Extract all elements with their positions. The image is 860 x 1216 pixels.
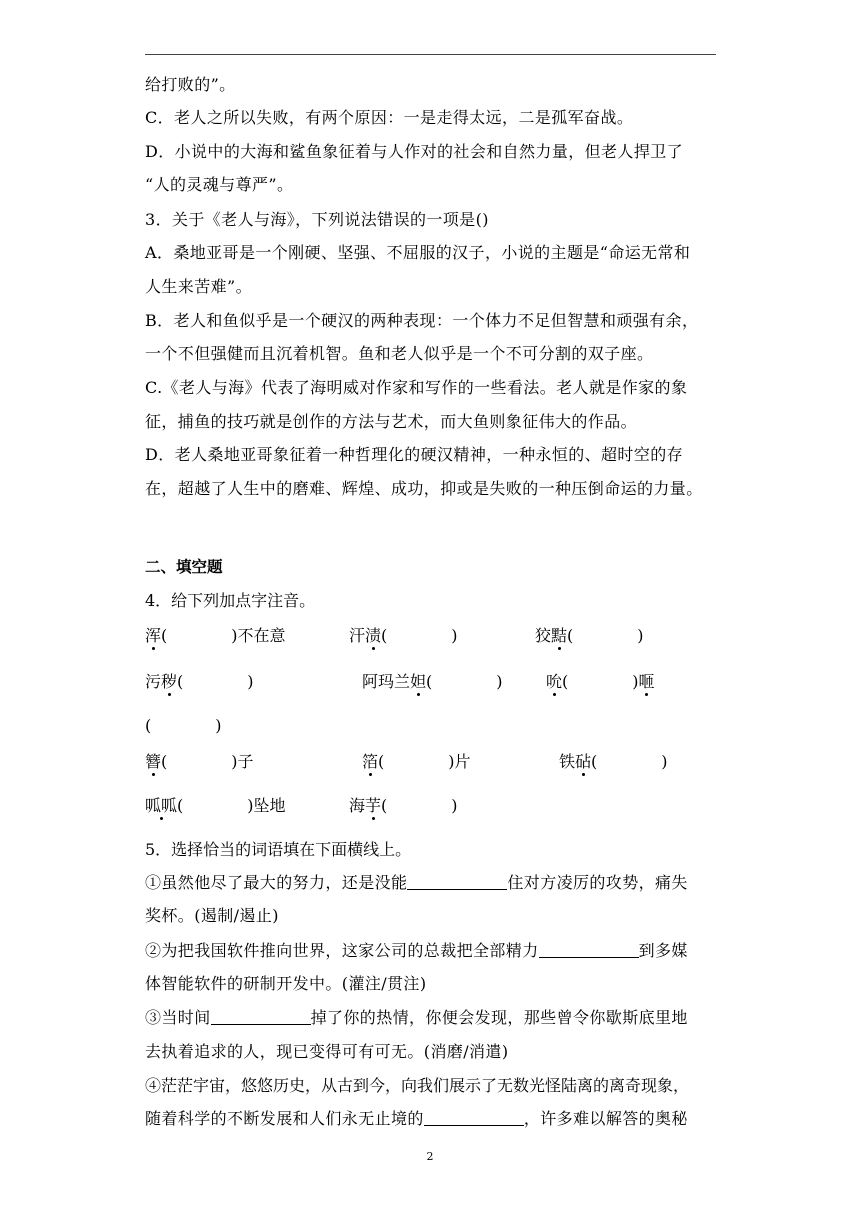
pinyin-item: 污秽( ) <box>145 672 254 691</box>
text-line: 给打败的”。 <box>145 75 236 94</box>
text-line: 征，捕鱼的技巧就是创作的方法与艺术，而大鱼则象征伟大的作品。 <box>145 412 638 431</box>
sentence-2-cont: 体智能软件的研制开发中。(灌注/贯注) <box>145 974 427 993</box>
pinyin-item: 吮( )咂 <box>546 672 655 691</box>
question-3: 3．关于《老人与海》，下列说法错误的一项是() <box>145 210 489 229</box>
answer-blank[interactable] <box>424 1109 524 1126</box>
option-b: B．老人和鱼似乎是一个硬汉的两种表现：一个体力不足但智慧和顽强有余， <box>145 311 699 330</box>
dotted-char: 箔 <box>362 752 379 771</box>
pinyin-item: ( ) <box>145 716 222 735</box>
option-d: D．老人桑地亚哥象征着一种哲理化的硬汉精神，一种永恒的、超时空的存 <box>145 445 684 464</box>
question-4: 4．给下列加点字注音。 <box>145 591 316 610</box>
answer-blank[interactable] <box>539 941 639 958</box>
pinyin-item: 铁砧( ) <box>559 752 668 771</box>
page-number: 2 <box>426 1150 434 1163</box>
sentence-1-cont: 奖杯。(遏制/遏止) <box>145 906 279 925</box>
header-rule <box>145 54 716 55</box>
dotted-char: 吮 <box>546 672 563 691</box>
pinyin-item: 簪( )子 <box>145 752 254 771</box>
option-a: A．桑地亚哥是一个刚硬、坚强、不屈服的汉子，小说的主题是“命运无常和 <box>145 243 691 262</box>
pinyin-item: 呱呱( )坠地 <box>145 796 286 815</box>
pinyin-item: 浑( )不在意 <box>145 626 286 645</box>
pinyin-item: 狡黠( ) <box>535 626 644 645</box>
sentence-4-cont: 随着科学的不断发展和人们永无止境的 ，许多难以解答的奥秘 <box>145 1109 688 1128</box>
dotted-char: 秽 <box>161 672 178 691</box>
dotted-char: 呱呱 <box>145 796 178 815</box>
dotted-char: 黠 <box>551 626 568 645</box>
text-line: “人的灵魂与尊严”。 <box>145 175 294 194</box>
pinyin-item: 海芋( ) <box>349 796 458 815</box>
dotted-char: 簪 <box>145 752 162 771</box>
dotted-char: 浑 <box>145 626 162 645</box>
text-line: 在，超越了人生中的磨难、辉煌、成功，抑或是失败的一种压倒命运的力量。 <box>145 479 703 498</box>
question-5: 5．选择恰当的词语填在下面横线上。 <box>145 840 412 859</box>
sentence-4: ④茫茫宇宙，悠悠历史，从古到今，向我们展示了无数光怪陆离的离奇现象， <box>145 1076 690 1095</box>
pinyin-item: 汗渍( ) <box>349 626 458 645</box>
sentence-3: ③当时间 掉了你的热情，你便会发现，那些曾令你歇斯底里地 <box>145 1008 688 1027</box>
sentence-1: ①虽然他尽了最大的努力，还是没能 住对方凌厉的攻势，痛失 <box>145 873 688 892</box>
pinyin-item: 箔( )片 <box>362 752 471 771</box>
pinyin-item: 阿玛兰妲( ) <box>362 672 503 691</box>
dotted-char: 妲 <box>410 672 427 691</box>
sentence-3-cont: 去执着追求的人，现已变得可有可无。(消磨/消遣) <box>145 1042 509 1061</box>
option-d: D．小说中的大海和鲨鱼象征着与人作对的社会和自然力量，但老人捍卫了 <box>145 142 684 161</box>
dotted-char: 咂 <box>638 672 655 691</box>
option-c: C．老人之所以失败，有两个原因：一是走得太远，二是孤军奋战。 <box>145 108 634 127</box>
answer-blank[interactable] <box>211 1008 311 1025</box>
option-c: C.《老人与海》代表了海明威对作家和写作的一些看法。老人就是作家的象 <box>145 378 688 397</box>
dotted-char: 芋 <box>365 796 382 815</box>
dotted-char: 砧 <box>575 752 592 771</box>
dotted-char: 渍 <box>365 626 382 645</box>
text-line: 人生来苦难”。 <box>145 277 252 296</box>
text-line: 一个不但强健而且沉着机智。鱼和老人似乎是一个不可分割的双子座。 <box>145 344 654 363</box>
section-heading: 二、填空题 <box>145 558 223 576</box>
sentence-2: ②为把我国软件推向世界，这家公司的总裁把全部精力 到多媒 <box>145 941 688 960</box>
answer-blank[interactable] <box>407 873 507 890</box>
